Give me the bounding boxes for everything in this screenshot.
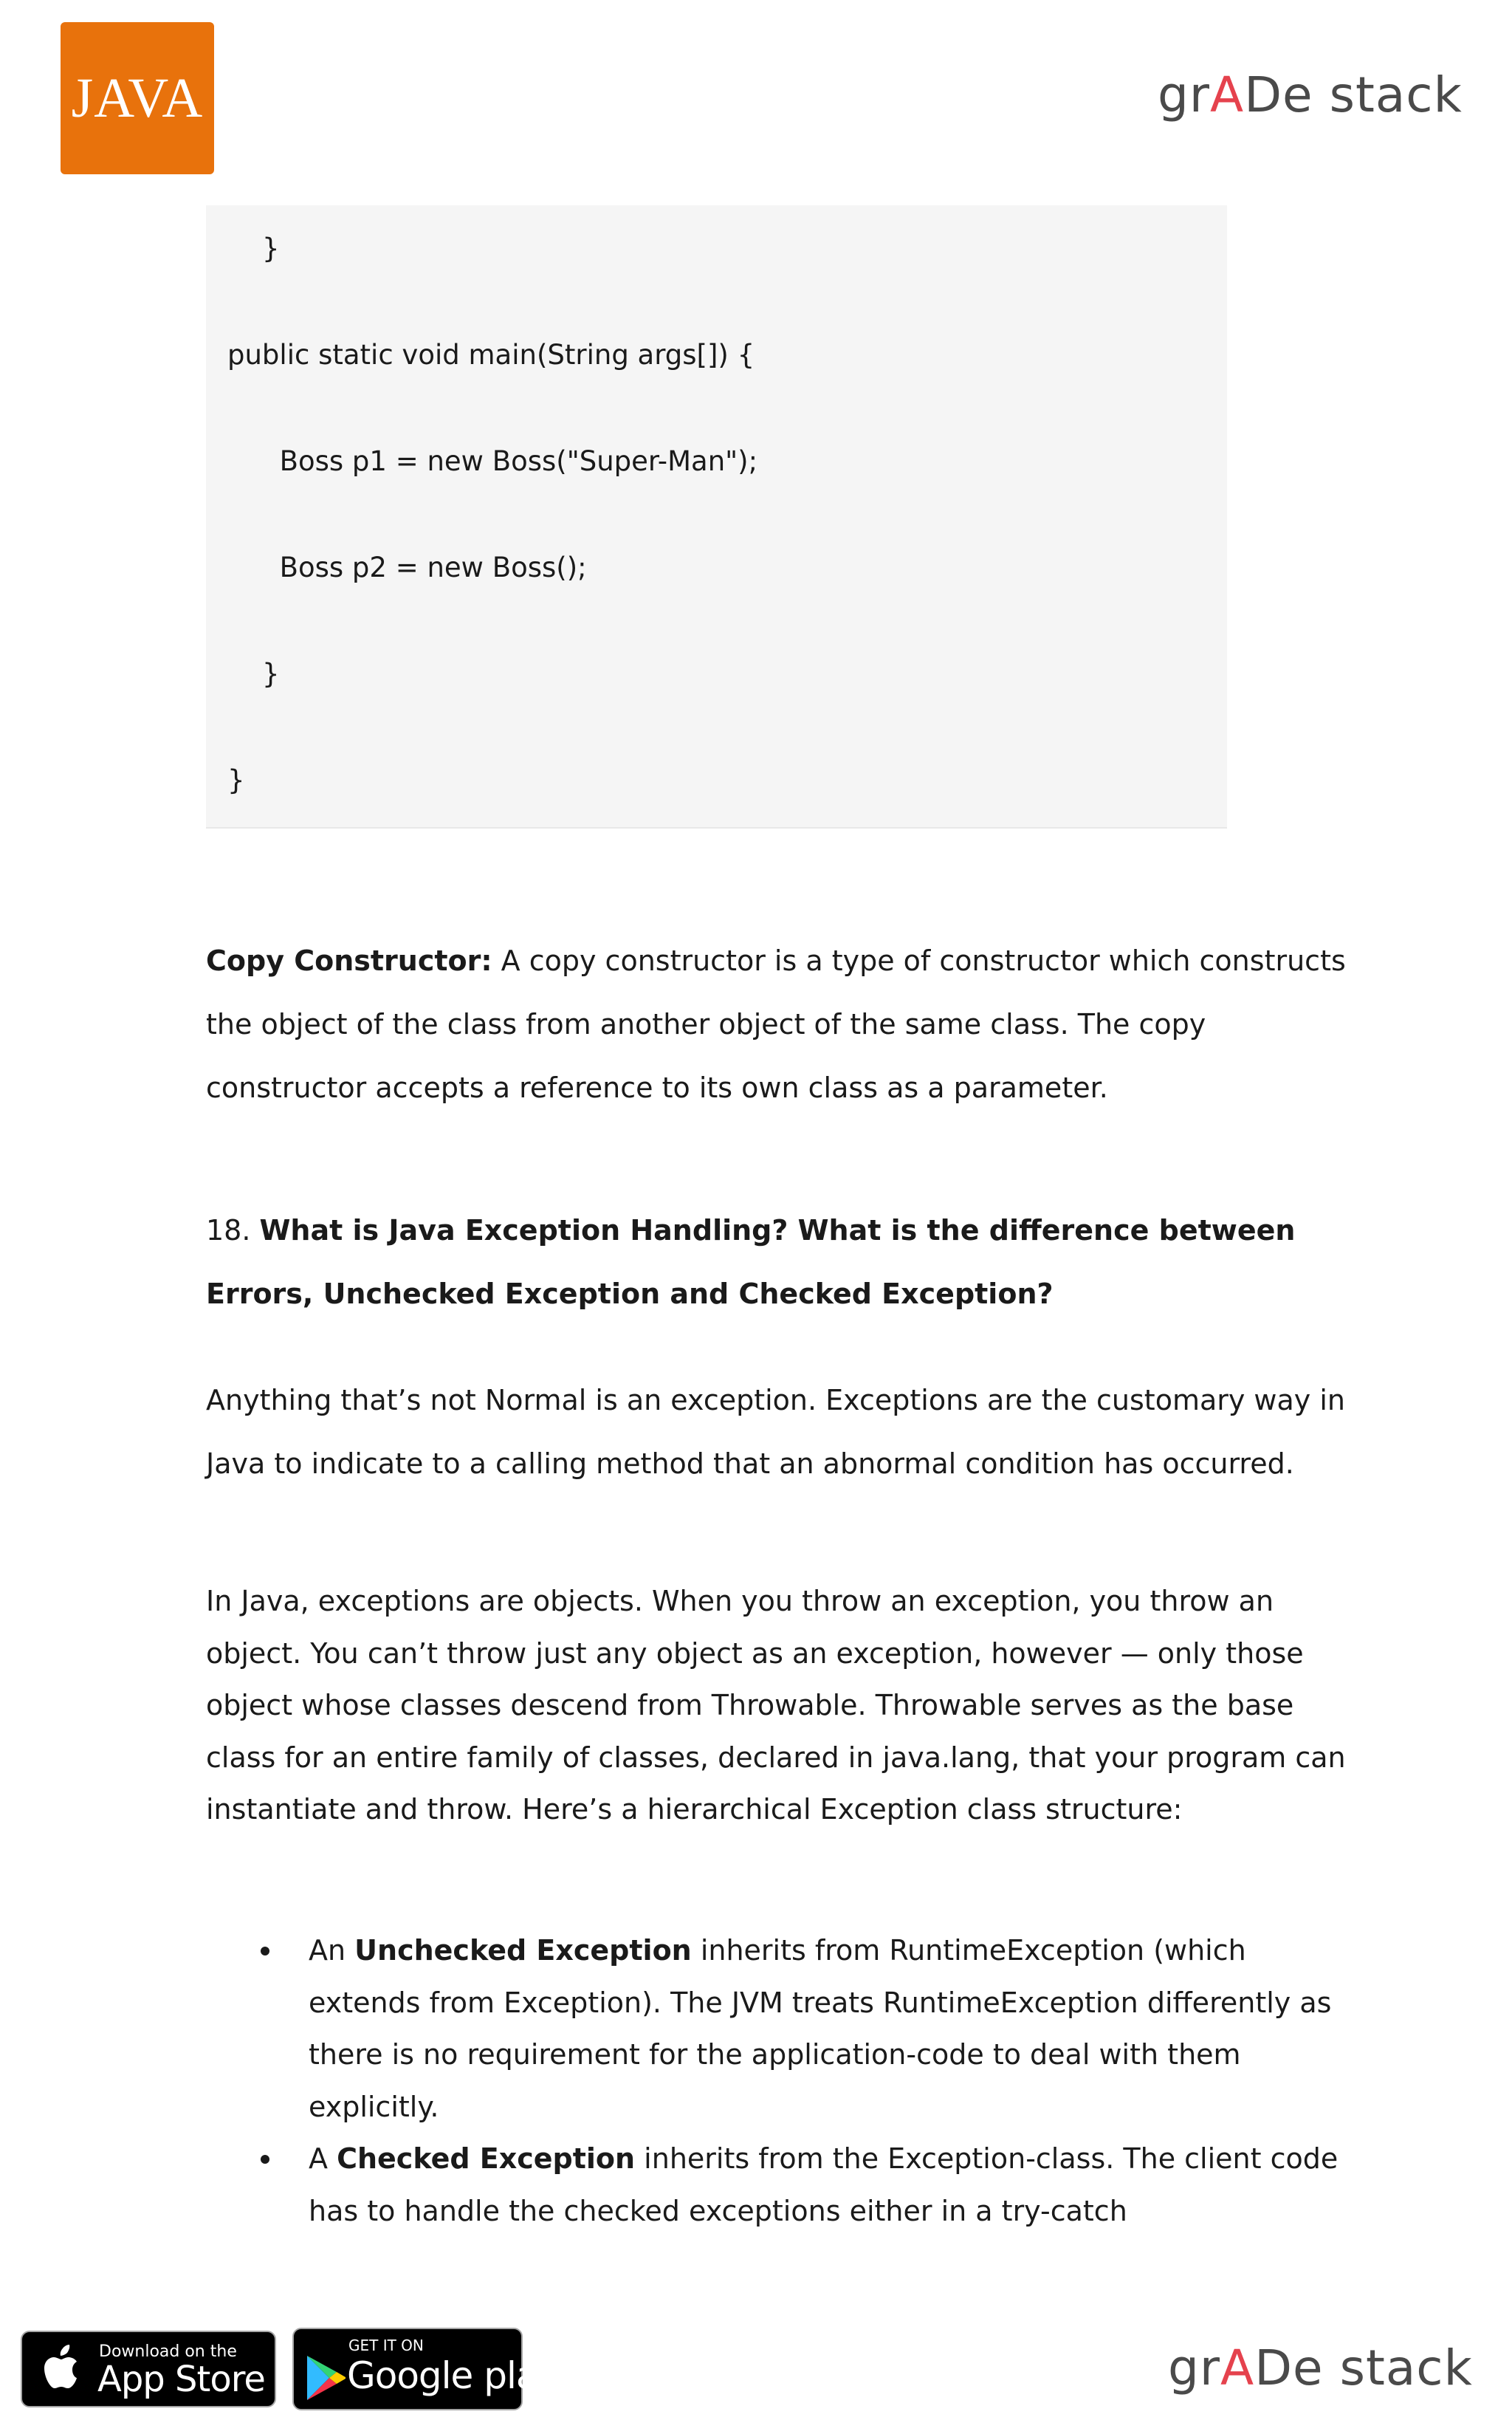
brand-part-left: gr xyxy=(1168,2340,1221,2396)
code-line: } xyxy=(227,233,280,264)
code-line: } xyxy=(227,764,245,796)
code-line: Boss p1 = new Boss("Super-Man"); xyxy=(227,445,758,477)
copy-constructor-paragraph xyxy=(206,929,1358,1120)
list-item xyxy=(206,1924,1358,2133)
google-play-small-text: GET IT ON xyxy=(348,2337,424,2354)
google-play-icon xyxy=(304,2354,347,2402)
question-heading xyxy=(206,1199,1358,1326)
google-play-big-text: Google play xyxy=(347,2354,560,2397)
question-text: What is Java Exception Handling? What is the difference between Errors, Unchecked Exception and Checked Exception? xyxy=(206,1214,1296,1310)
apple-icon xyxy=(40,2342,84,2394)
gradestack-logo-footer xyxy=(1168,2340,1473,2396)
brand-part-right: De stack xyxy=(1254,2340,1473,2396)
bullet-text: inherits from the Exception-class. The client code has to handle the checked exceptions either in a try-catch xyxy=(309,2142,1339,2227)
app-store-badge[interactable] xyxy=(21,2331,276,2407)
answer-intro: Anything that’s not Normal is an exception. Exceptions are the customary way in Java to indicate to a calling method that an abnormal condition has occurred. xyxy=(206,1384,1346,1480)
brand-part-right: De stack xyxy=(1244,66,1463,123)
app-store-small-text: Download on the xyxy=(99,2342,237,2361)
app-store-big-text: App Store xyxy=(97,2359,265,2400)
google-play-badge[interactable] xyxy=(292,2328,560,2410)
exception-types-list xyxy=(206,1924,1358,2238)
gradestack-logo xyxy=(1158,66,1463,123)
code-line: } xyxy=(227,658,280,690)
brand-part-accent: A xyxy=(1210,66,1245,123)
question-number: 18. xyxy=(206,1214,260,1247)
bullet-term: Unchecked Exception xyxy=(354,1934,692,1967)
bullet-icon xyxy=(261,1947,269,1955)
java-logo xyxy=(61,22,214,174)
brand-part-left: gr xyxy=(1158,66,1211,123)
code-line: public static void main(String args[]) { xyxy=(227,339,755,371)
code-block xyxy=(206,205,1227,829)
bullet-prefix: A xyxy=(309,2142,337,2176)
bullet-prefix: An xyxy=(309,1934,355,1967)
code-line: Boss p2 = new Boss(); xyxy=(227,552,587,583)
bullet-term: Checked Exception xyxy=(337,2142,636,2176)
bullet-icon xyxy=(261,2155,269,2164)
copy-constructor-text: A copy constructor is a type of constructor which constructs the object of the class from another object of the same class. The copy constructor accepts a reference to its own class as a parameter. xyxy=(206,945,1346,1104)
bullet-text: inherits from RuntimeException (which extends from Exception). The JVM treats RuntimeException differently as there is no requirement for the application-code to deal with them explicitly. xyxy=(309,1934,1332,2123)
copy-constructor-term: Copy Constructor: xyxy=(206,945,492,977)
answer-body: In Java, exceptions are objects. When you throw an exception, you throw an object. You can’t throw just any object as an exception, however — only those object whose classes descend from Throwable. Throwable serves as the base class for an entire family of classes, declared in java.lang, that your program can instantiate and throw. Here’s a hierarchical Exception class structure: xyxy=(206,1585,1346,1826)
brand-part-accent: A xyxy=(1220,2340,1255,2396)
java-logo-text: JAVA xyxy=(71,66,204,129)
list-item xyxy=(206,2133,1358,2237)
